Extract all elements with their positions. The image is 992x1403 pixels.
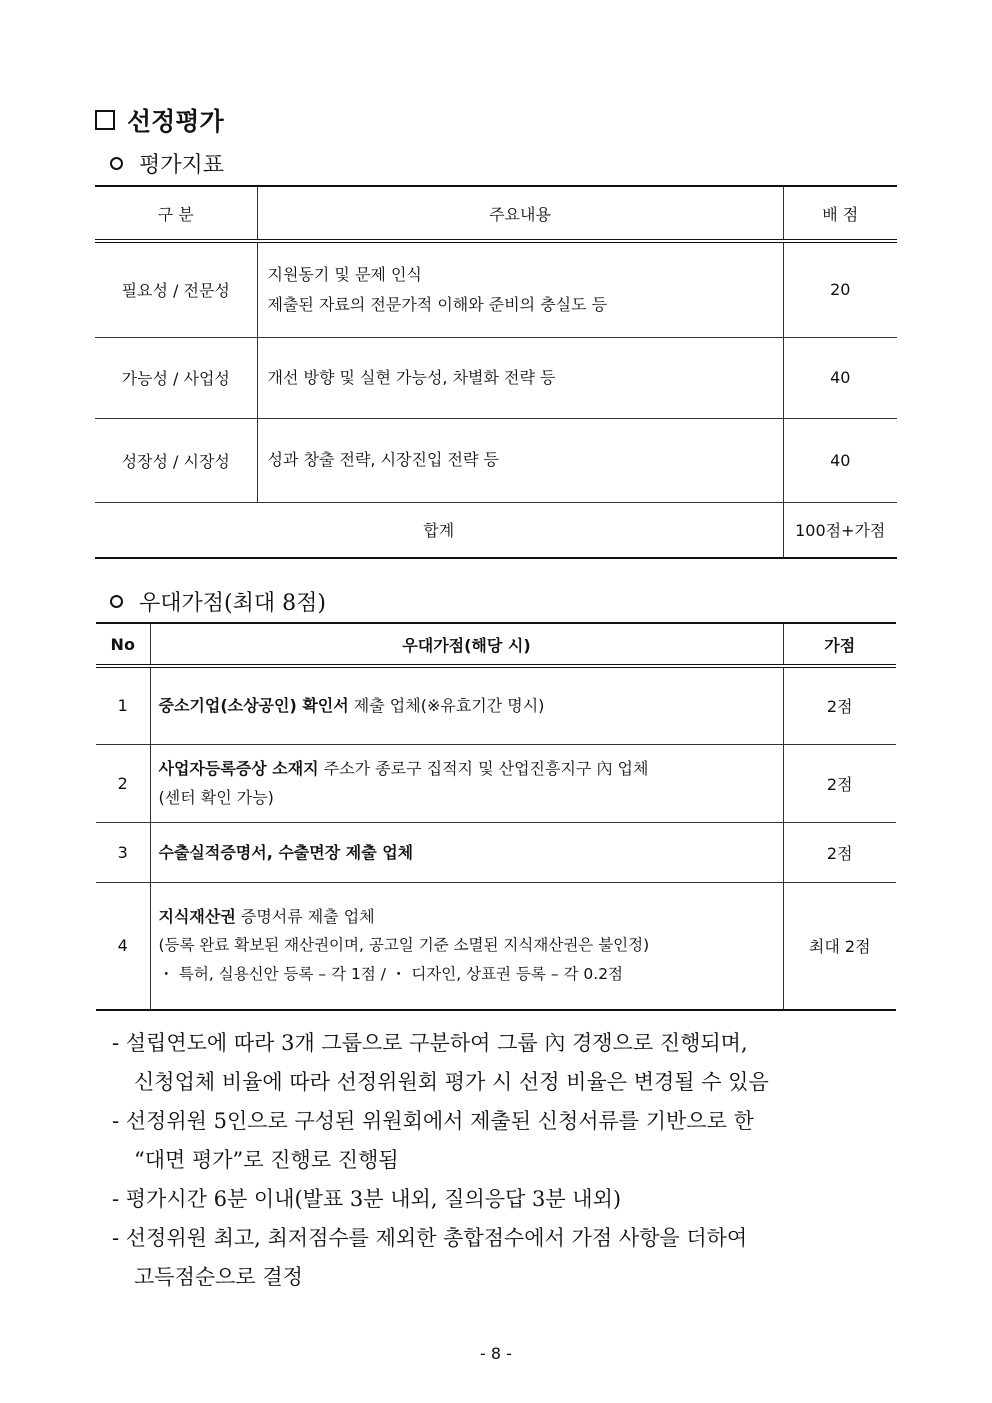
row-score: 40 <box>783 418 897 502</box>
row-score: 20 <box>783 241 897 337</box>
header-category: 구 분 <box>95 186 257 241</box>
section-title-text: 선정평가 <box>127 107 224 136</box>
total-score: 100점+가점 <box>783 502 897 558</box>
table-row <box>96 744 896 822</box>
eval-heading-text: 평가지표 <box>139 153 225 178</box>
row-points: 2점 <box>783 744 896 822</box>
row-content <box>257 241 783 337</box>
evaluation-table <box>95 185 897 559</box>
note-item: - 선정위원 최고, 최저점수를 제외한 총합점수에서 가점 사항을 더하여 고득점순으로 결정 <box>112 1226 748 1289</box>
checkbox-icon <box>95 110 115 130</box>
row-no: 2 <box>96 744 150 822</box>
section-title <box>95 102 224 138</box>
row-content <box>257 337 783 418</box>
page-number: - 8 - <box>480 1344 512 1363</box>
header-no: No <box>96 623 150 666</box>
content-line: 지원동기 및 문제 인식 <box>267 264 422 284</box>
header-points: 가점 <box>783 623 896 666</box>
header-content: 주요내용 <box>257 186 783 241</box>
notes-list <box>112 1024 902 1297</box>
row-criteria: 사업자등록증상 소재지 주소가 종로구 집적지 및 산업진흥지구 內 업체 (센터 확인 가능) <box>150 744 783 822</box>
content-line: 성과 창출 전략, 시장진입 전략 등 <box>267 450 499 469</box>
table-header-row <box>96 623 896 666</box>
table-row <box>95 241 897 337</box>
row-points: 2점 <box>783 822 896 882</box>
row-no: 1 <box>96 666 150 744</box>
table-row <box>96 822 896 882</box>
total-label: 합계 <box>95 502 783 558</box>
row-points: 2점 <box>783 666 896 744</box>
total-row <box>95 502 897 558</box>
row-score: 40 <box>783 337 897 418</box>
table-row <box>95 337 897 418</box>
bonus-heading-text: 우대가점(최대 8점) <box>139 591 326 616</box>
circle-bullet-icon <box>110 157 123 170</box>
row-no: 3 <box>96 822 150 882</box>
row-no: 4 <box>96 882 150 1010</box>
table-row <box>95 418 897 502</box>
row-criteria: 수출실적증명서, 수출면장 제출 업체 <box>150 822 783 882</box>
eval-heading <box>110 148 224 179</box>
note-item: - 평가시간 6분 이내(발표 3분 내외, 질의응답 3분 내외) <box>112 1187 622 1211</box>
row-category: 가능성 / 사업성 <box>95 337 257 418</box>
header-score: 배 점 <box>783 186 897 241</box>
note-item: - 선정위원 5인으로 구성된 위원회에서 제출된 신청서류를 기반으로 한 “대면 평가”로 진행로 진행됨 <box>112 1109 754 1172</box>
row-criteria: 중소기업(소상공인) 확인서 제출 업체(※유효기간 명시) <box>150 666 783 744</box>
circle-bullet-icon <box>110 595 123 608</box>
content-line: 개선 방향 및 실현 가능성, 차별화 전략 등 <box>267 367 556 387</box>
table-header-row <box>95 186 897 241</box>
table-row <box>96 882 896 1010</box>
row-content <box>257 418 783 502</box>
row-category: 성장성 / 시장성 <box>95 418 257 502</box>
bonus-heading <box>110 586 326 617</box>
row-category: 필요성 / 전문성 <box>95 241 257 337</box>
header-bonus: 우대가점(해당 시) <box>150 623 783 666</box>
row-criteria: 지식재산권 증명서류 제출 업체 (등록 완료 확보된 재산권이며, 공고일 기준 소멸된 지식재산권은 불인정) ・ 특허, 실용신안 등록 – 각 1점 / ・ 디자인, 상표권 등록 – 각 0.2점 <box>150 882 783 1010</box>
bonus-table <box>96 622 896 1011</box>
table-row <box>96 666 896 744</box>
content-line: 제출된 자료의 전문가적 이해와 준비의 충실도 등 <box>267 294 608 314</box>
note-item: - 설립연도에 따라 3개 그룹으로 구분하여 그룹 內 경쟁으로 진행되며, 신청업체 비율에 따라 선정위원회 평가 시 선정 비율은 변경될 수 있음 <box>112 1031 769 1094</box>
row-points: 최대 2점 <box>783 882 896 1010</box>
